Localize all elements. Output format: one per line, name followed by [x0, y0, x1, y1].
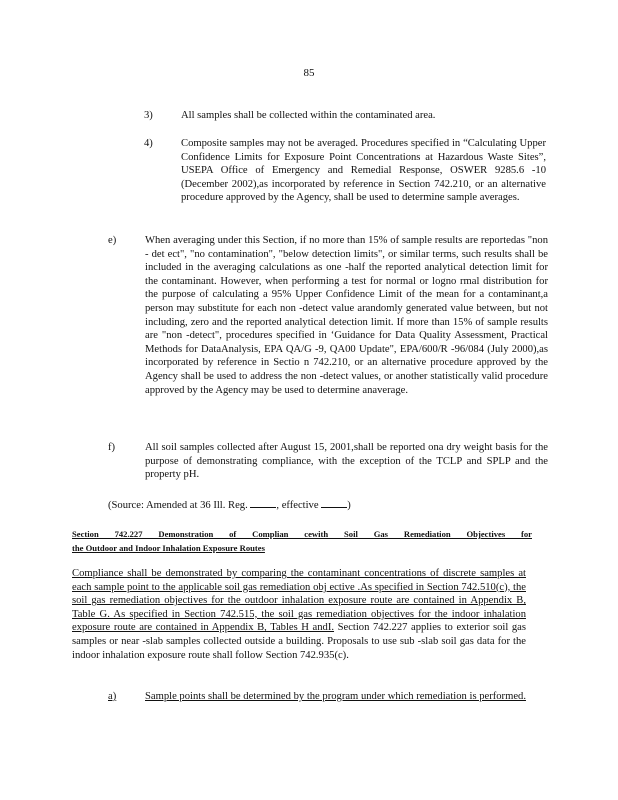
section-body	[72, 567, 526, 662]
source-suffix: )	[347, 500, 351, 511]
section-heading-line1: Section 742.227 Demonstration of Complian cewith Soil Gas Remediation Objectives for	[72, 529, 532, 539]
section-heading-line2: the Outdoor and Indoor Inhalation Exposure Routes	[72, 543, 265, 553]
item-label: 3)	[144, 110, 153, 121]
list-item-a	[108, 690, 526, 704]
item-text: All samples shall be collected within the contaminated area.	[181, 110, 436, 121]
blank-line	[250, 497, 276, 508]
item-text: Sample points shall be determined by the program under which remediation is performed.	[145, 691, 526, 702]
source-note	[108, 497, 351, 513]
section-body-inserted: Compliance shall be demonstrated by comparing the contaminant concentrations of discrete samples at each sample point to the applicable soil gas remediation obj ective .As specified in Section 742.510(c), the soil gas remediation objectives for the outdoor inhalation exposure route are contained in Appendix B, Table G. As specified in Section 742.515, the soil gas remediation objectives for the indoor inhalation exposure route are contained in Appendix B, Tables H andI.	[72, 568, 526, 634]
source-mid: , effective	[276, 500, 319, 511]
list-item-3	[144, 109, 544, 123]
source-prefix: (Source: Amended at 36 Ill. Reg.	[108, 500, 248, 511]
list-item-4	[144, 137, 546, 205]
item-label: e)	[108, 235, 117, 246]
item-label: f)	[108, 442, 116, 453]
list-item-f	[108, 441, 548, 482]
section-heading	[72, 527, 532, 555]
item-text: All soil samples collected after August 15, 2001,shall be reported ona dry weight basis for the purpose of demonstrating compliance, with the exception of the TCLP and SPLP and the property pH.	[145, 442, 548, 481]
item-label: 4)	[144, 138, 153, 149]
item-text: Composite samples may not be averaged. Procedures specified in “Calculating Upper Confidence Limits for Exposure Point Concentrations at Hazardous Waste Sites”, USEPA Office of Emergency and Remedial Response, OSWER 9285.6 -10 (December 2002),as incorporated by reference in Section 742.210, or an alternative procedure approved by the Agency, shall be used to determine sample averages.	[181, 138, 546, 204]
blank-line	[321, 497, 347, 508]
item-label: a)	[108, 691, 117, 702]
item-text: When averaging under this Section, if no more than 15% of sample results are reportedas "non - det ect", "no contamination", "below detection limits", or similar terms, such results shall be included in the averaging calculations as one -half the reported analytical detection limit for the contaminant. However, when performing a test for normal or logno rmal distribution for the purpose of calculating a 95% Upper Confidence Limit of the mean for a contaminant,a person may substitute for each non -detect value arandomly generated value between, but not including, zero and the reported analytical detection limit. If more than 15% of sample results are "non -detect", procedures specified in ‘Guidance for Data Quality Assessment, Practical Methods for DataAnalysis, EPA QA/G -9, QA00 Update", EPA/600/R -96/084 (July 2000),as incorporated by reference in Sectio n 742.210, or an alternative procedure approved by the Agency shall be used to address the non -detect values, or another statistically valid procedure approved by the Agency may be used to determine anaverage.	[145, 235, 548, 396]
list-item-e	[108, 234, 548, 397]
page-number: 85	[303, 67, 315, 79]
section-body-tail: Section 742.227 applies to exterior soil gas samples or near -slab samples collected outside a building. Proposals to use sub -slab soil gas data for the indoor inhalation exposure route shall follow Section 742.935(c).	[72, 622, 526, 661]
